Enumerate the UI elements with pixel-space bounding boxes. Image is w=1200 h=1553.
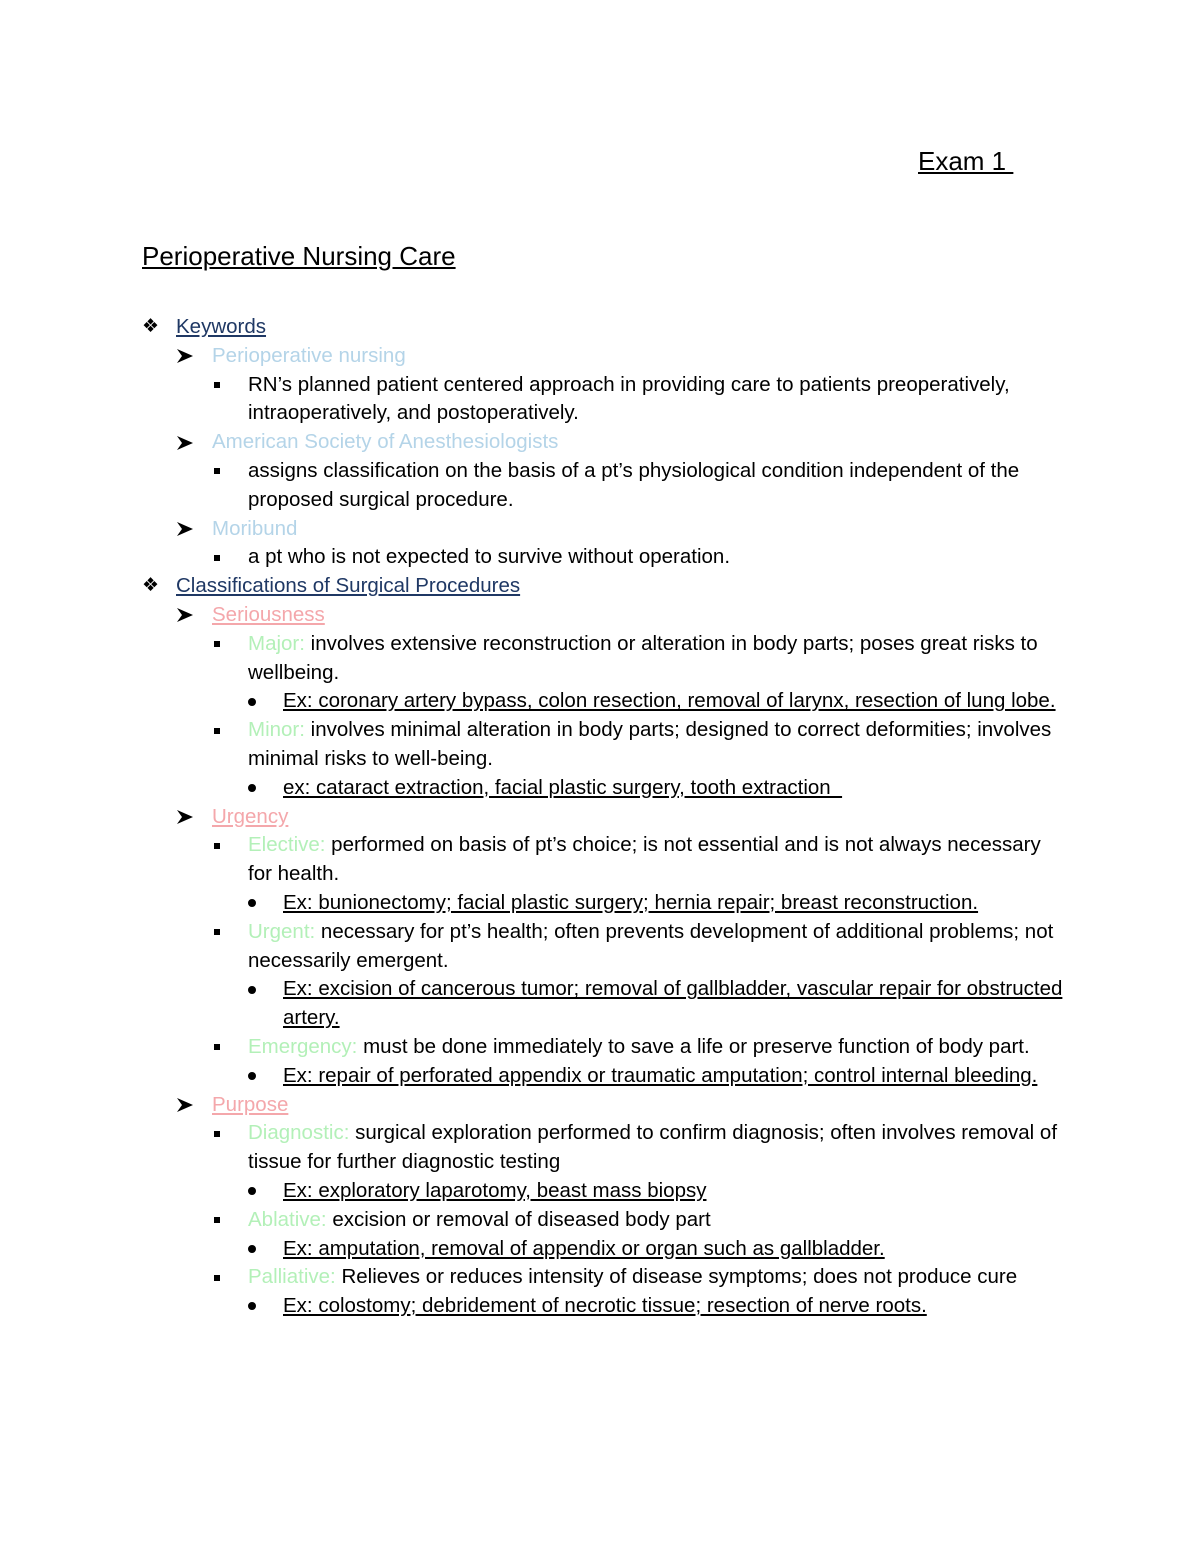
dot-bullet-icon [248, 774, 256, 803]
example-item [0, 1235, 1073, 1264]
type-item [0, 1263, 1068, 1292]
example-text: Ex: amputation, removal of appendix or organ such as gallbladder. [283, 1236, 885, 1260]
example-text: ex: cataract extraction, facial plastic surgery, tooth extraction [283, 775, 843, 799]
dot-bullet-icon [248, 1235, 256, 1264]
example-text: Ex: coronary artery bypass, colon resection, removal of larynx, resection of lung lobe. [283, 689, 1056, 713]
section-heading: Classifications of Surgical Procedures [176, 574, 521, 598]
dot-bullet-icon [248, 1062, 256, 1091]
definition-item [0, 543, 1068, 572]
example-item [0, 1062, 1073, 1091]
square-bullet-icon [214, 630, 220, 659]
example-text: Ex: colostomy; debridement of necrotic tissue; resection of nerve roots. [283, 1294, 927, 1318]
square-bullet-icon [214, 831, 220, 860]
section-heading: Keywords [176, 315, 267, 338]
square-bullet-icon [214, 1033, 220, 1062]
keyword-term: American Society of Anesthesiologists [212, 430, 559, 454]
diamond-bullet-icon: ❖ [142, 316, 160, 337]
type-item [0, 918, 1068, 976]
type-item [0, 630, 1068, 688]
definition-text: RN’s planned patient centered approach in providing care to patients preoperatively, intraoperatively, and postoperatively. [248, 372, 1010, 425]
type-term: Ablative: [248, 1207, 327, 1231]
dot-bullet-icon [248, 975, 256, 1004]
category-seriousness [0, 601, 1200, 630]
arrow-bullet-icon [176, 342, 194, 371]
type-term: Major: [248, 631, 305, 655]
example-text: Ex: excision of cancerous tumor; removal of gallbladder, vascular repair for obstructed artery. [283, 977, 1063, 1030]
type-item [0, 1119, 1068, 1177]
example-item [0, 1177, 1073, 1206]
outline [0, 313, 1200, 1321]
section-classifications [0, 572, 1200, 601]
dot-bullet-icon [248, 687, 256, 716]
type-item [0, 1033, 1068, 1062]
section-keywords [0, 313, 1200, 342]
type-term: Emergency: [248, 1034, 358, 1058]
exam-label: Exam 1 [918, 146, 1014, 176]
type-term: Urgent: [248, 919, 316, 943]
definition-text: a pt who is not expected to survive without operation. [248, 545, 731, 569]
example-item [0, 889, 1073, 918]
category-label: Seriousness [212, 602, 325, 626]
type-text: necessary for pt’s health; often prevents development of additional problems; not necessarily emergent. [248, 919, 1054, 972]
square-bullet-icon [214, 1263, 220, 1292]
square-bullet-icon [214, 457, 220, 486]
dot-bullet-icon [248, 889, 256, 918]
arrow-bullet-icon [176, 803, 194, 832]
type-text: surgical exploration performed to confirm diagnosis; often involves removal of tissue for further diagnostic testing [248, 1121, 1058, 1174]
category-urgency [0, 803, 1200, 832]
square-bullet-icon [214, 371, 220, 400]
diamond-bullet-icon: ❖ [142, 575, 160, 597]
definition-item [0, 457, 1068, 515]
example-text: Ex: exploratory laparotomy, beast mass biopsy [283, 1178, 707, 1202]
example-text: Ex: repair of perforated appendix or traumatic amputation; control internal bleeding. [283, 1063, 1038, 1087]
keyword-item [0, 428, 1200, 457]
keyword-term: Perioperative nursing [212, 343, 406, 367]
category-label: Urgency [212, 804, 289, 828]
example-item [0, 687, 1073, 716]
type-term: Minor: [248, 718, 305, 742]
example-item [0, 774, 1073, 803]
category-purpose [0, 1091, 1200, 1120]
arrow-bullet-icon [176, 601, 194, 630]
example-text: Ex: bunionectomy; facial plastic surgery; hernia repair; breast reconstruction. [283, 890, 979, 914]
type-text: Relieves or reduces intensity of disease symptoms; does not produce cure [335, 1265, 1018, 1289]
dot-bullet-icon [248, 1177, 256, 1206]
type-item [0, 716, 1068, 774]
type-text: involves extensive reconstruction or alteration in body parts; poses great risks to wellbeing. [248, 631, 1038, 684]
type-term: Diagnostic: [248, 1121, 350, 1145]
example-item [0, 1292, 1073, 1321]
keyword-term: Moribund [212, 516, 298, 540]
square-bullet-icon [214, 918, 220, 947]
definition-item [0, 371, 1068, 429]
type-item [0, 831, 1068, 889]
definition-text: assigns classification on the basis of a pt’s physiological condition independent of the proposed surgical procedure. [248, 458, 1020, 511]
dot-bullet-icon [248, 1292, 256, 1321]
type-text: performed on basis of pt’s choice; is not essential and is not always necessary for health. [248, 833, 1041, 886]
example-item [0, 975, 1073, 1033]
type-item [0, 1206, 1068, 1235]
square-bullet-icon [214, 716, 220, 745]
type-term: Elective: [248, 833, 326, 857]
category-label: Purpose [212, 1092, 289, 1116]
square-bullet-icon [214, 1119, 220, 1148]
square-bullet-icon [214, 543, 220, 572]
keyword-item [0, 342, 1200, 371]
keyword-item [0, 515, 1200, 544]
arrow-bullet-icon [176, 1091, 194, 1120]
arrow-bullet-icon [176, 515, 194, 544]
arrow-bullet-icon [176, 428, 194, 457]
type-text: excision or removal of diseased body part [326, 1207, 711, 1231]
type-text: involves minimal alteration in body parts; designed to correct deformities; involves minimal risks to well-being. [248, 718, 1052, 770]
type-term: Palliative: [248, 1265, 336, 1289]
square-bullet-icon [214, 1206, 220, 1235]
page-title: Perioperative Nursing Care [142, 241, 456, 271]
type-text: must be done immediately to save a life or preserve function of body part. [357, 1034, 1030, 1058]
